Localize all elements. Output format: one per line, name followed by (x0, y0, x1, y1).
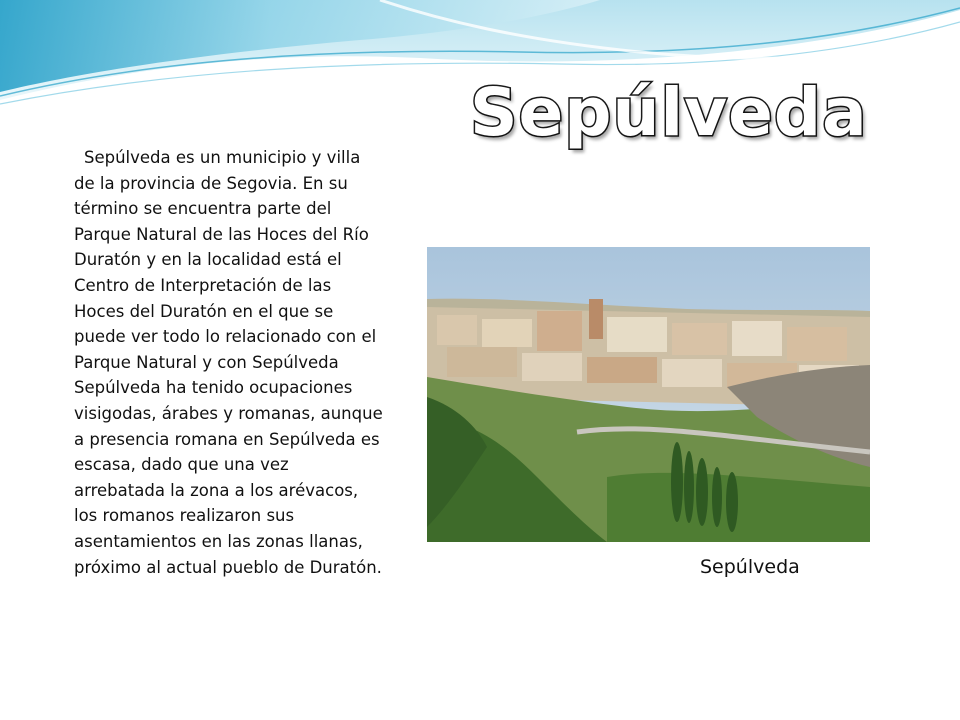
photo-caption: Sepúlveda (700, 556, 800, 578)
paragraph-1: Sepúlveda es un municipio y villa de la provincia de Segovia. En su término se encuentra parte del Parque Natural de las Hoces del Río Duratón y en la localidad está el Centro de Interpretación de las Hoces del Duratón en el que se puede ver todo lo relacionado con el Parque Natural y con Sepúlveda (74, 148, 377, 372)
body-text (74, 145, 384, 580)
slide-title: Sepúlveda (470, 74, 868, 151)
paragraph-2: Sepúlveda ha tenido ocupaciones visigodas, árabes y romanas, aunque a presencia romana en Sepúlveda es escasa, dado que una vez arrebatada la zona a los arévacos, los romanos realizaron sus asentamientos en las zonas llanas, próximo al actual pueblo de Duratón. (74, 378, 383, 577)
town-photo (427, 247, 870, 542)
